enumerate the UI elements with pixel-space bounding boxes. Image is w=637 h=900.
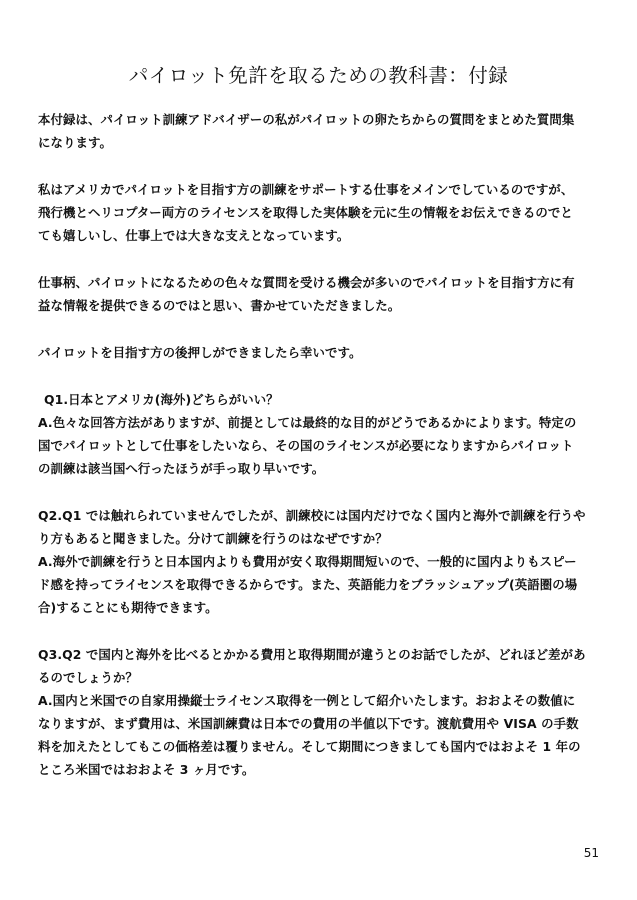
- intro-paragraph: [38, 108, 600, 154]
- answer-line: の訓練は該当国へ行ったほうが手っ取り早いです。: [38, 461, 325, 476]
- paragraph-3: [38, 271, 600, 317]
- answer-line: A.海外で訓練を行うと日本国内よりも費用が安く取得期間短いので、一般的に国内よりもスピー: [38, 554, 577, 569]
- question-line: り方もあると聞きました。分けて訓練を行うのはなぜですか？: [38, 531, 388, 546]
- text-line: になります。: [38, 135, 112, 150]
- text-line: 仕事柄、パイロットになるための色々な質問を受ける機会が多いのでパイロットを目指す方に有: [38, 275, 575, 290]
- question-line: Q2.Q1 では触れられていませんでしたが、訓練校には国内だけでなく国内と海外で訓練を行うや: [38, 508, 586, 523]
- answer-line: A.国内と米国での自家用操縦士ライセンス取得を一例として紹介いたします。おおよその数値に: [38, 693, 576, 708]
- answer-line: ド感を持ってライセンスを取得できるからです。また、英語能力をブラッシュアップ(英語圏の場: [38, 577, 578, 592]
- page-title: パイロット免許を取るための教科書：付録: [128, 64, 509, 87]
- text-line: 益な情報を提供できるのではと思い、書かせていただきました。: [38, 298, 401, 313]
- question-1: Q1.日本とアメリカ(海外)どちらがいい？: [44, 392, 279, 407]
- text-line: 飛行機とヘリコプター両方のライセンスを取得した実体験を元に生の情報をお伝えできるのでと: [38, 205, 573, 220]
- question-line: るのでしょうか？: [38, 670, 138, 685]
- text-line: パイロットを目指す方の後押しができましたら幸いです。: [38, 345, 362, 360]
- qa-2: [38, 504, 600, 619]
- question-line: Q3.Q2 で国内と海外を比べるとかかる費用と取得期間が違うとのお話でしたが、どれほど差があ: [38, 647, 586, 662]
- qa-3: [38, 643, 600, 781]
- text-line: 私はアメリカでパイロットを目指す方の訓練をサポートする仕事をメインでしているのですが、: [38, 182, 574, 197]
- document-body: [38, 108, 600, 781]
- answer-line: 国でパイロットとして仕事をしたいなら、その国のライセンスが必要になりますからパイロット: [38, 438, 574, 453]
- text-line: 本付録は、パイロット訓練アドバイザーの私がパイロットの卵たちからの質問をまとめた質問集: [38, 112, 575, 127]
- answer-line: 料を加えたとしてもこの価格差は覆りません。そして期間につきましても国内ではおよそ 1 年の: [38, 739, 581, 754]
- answer-line: A.色々な回答方法がありますが、前提としては最終的な目的がどうであるかによります。特定の: [38, 415, 577, 430]
- paragraph-2: [38, 178, 600, 247]
- qa-1: [38, 388, 600, 480]
- answer-line: ところ米国ではおおよそ 3 ヶ月です。: [38, 762, 255, 777]
- answer-line: 合)することにも期待できます。: [38, 600, 218, 615]
- text-line: ても嬉しいし、仕事上では大きな支えとなっています。: [38, 228, 350, 243]
- answer-line: なりますが、まず費用は、米国訓練費は日本での費用の半値以下です。渡航費用や VISA の手数: [38, 716, 579, 731]
- paragraph-4: [38, 341, 600, 364]
- page-number: 51: [583, 846, 599, 860]
